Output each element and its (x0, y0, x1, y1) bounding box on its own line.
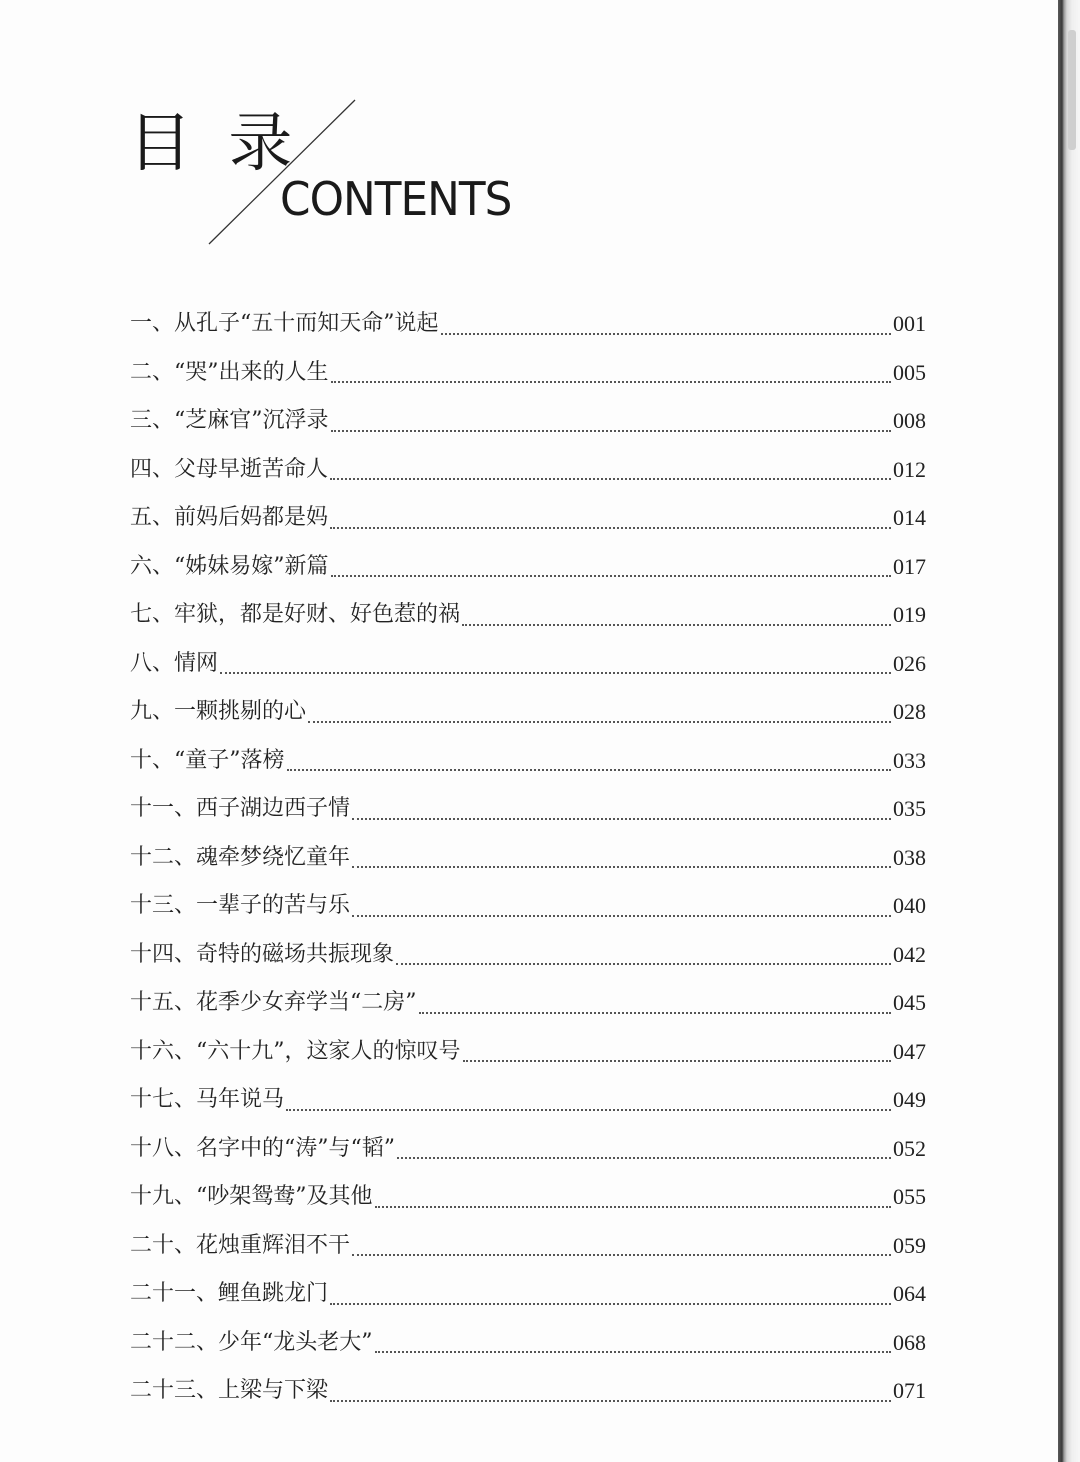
toc-entry-page: 038 (893, 844, 926, 870)
toc-dot-leader (352, 818, 891, 820)
toc-dot-leader (330, 1400, 891, 1402)
toc-entry-page: 014 (893, 505, 926, 530)
toc-dot-leader (463, 1060, 892, 1062)
toc-entry-title: 二十、花烛重辉泪不干 (130, 1232, 351, 1258)
toc-entry-page: 064 (893, 1281, 926, 1306)
toc-dot-leader (331, 575, 892, 577)
toc-entry[interactable] (130, 349, 926, 398)
toc-entry-title: 十三、一辈子的苦与乐 (130, 893, 351, 918)
toc-entry[interactable] (130, 882, 926, 931)
toc-dot-leader (352, 1254, 891, 1256)
toc-entry-title: 十九、“吵架鸳鸯”及其他 (130, 1184, 373, 1209)
toc-entry-title: 十一、西子湖边西子情 (130, 796, 351, 821)
toc-dot-leader (308, 721, 891, 723)
toc-entry[interactable] (130, 1028, 926, 1077)
toc-entry[interactable] (130, 834, 926, 883)
toc-entry-title: 三、“芝麻官”沉浮录 (130, 408, 329, 433)
toc-entry-title: 十六、“六十九”，这家人的惊叹号 (130, 1038, 461, 1064)
toc-entry-page: 047 (893, 1038, 926, 1064)
toc-entry-title: 十五、花季少女弃学当“二房” (130, 990, 417, 1015)
toc-entry-title: 八、情网 (130, 650, 219, 676)
toc-entry[interactable] (130, 1222, 926, 1271)
toc-entry-page: 026 (893, 650, 926, 676)
toc-entry[interactable] (130, 1125, 926, 1174)
toc-entry[interactable] (130, 785, 926, 834)
toc-entry-title: 七、牢狱，都是好财、好色惹的祸 (130, 602, 461, 627)
toc-entry-title: 五、前妈后妈都是妈 (130, 505, 329, 530)
toc-entry-page: 042 (893, 941, 926, 967)
toc-entry[interactable] (130, 688, 926, 737)
toc-entry-title: 六、“姊妹易嫁”新篇 (130, 553, 329, 579)
toc-dot-leader (352, 866, 891, 868)
toc-dot-leader (375, 1206, 892, 1208)
toc-dot-leader (375, 1351, 892, 1353)
toc-dot-leader (330, 1303, 891, 1305)
table-of-contents (130, 300, 926, 1416)
toc-entry-title: 十二、魂牵梦绕忆童年 (130, 844, 351, 870)
toc-dot-leader (419, 1012, 892, 1014)
toc-entry[interactable] (130, 737, 926, 786)
toc-entry-page: 005 (893, 359, 926, 385)
toc-entry[interactable] (130, 446, 926, 495)
toc-dot-leader (397, 1157, 891, 1159)
toc-dot-leader (331, 430, 892, 432)
toc-entry[interactable] (130, 591, 926, 640)
toc-entry[interactable] (130, 931, 926, 980)
page-subtitle: CONTENTS (280, 172, 512, 226)
scan-edge (1058, 0, 1080, 1462)
toc-entry[interactable] (130, 640, 926, 689)
toc-dot-leader (286, 1109, 891, 1111)
toc-entry-page: 012 (893, 456, 926, 482)
toc-entry-title: 十、“童子”落榜 (130, 747, 285, 773)
toc-entry[interactable] (130, 494, 926, 543)
toc-entry-title: 二、“哭”出来的人生 (130, 359, 329, 385)
toc-entry-page: 001 (893, 311, 926, 336)
toc-entry-page: 049 (893, 1087, 926, 1112)
toc-dot-leader (352, 915, 891, 917)
toc-entry-title: 九、一颗挑剔的心 (130, 699, 307, 724)
toc-entry-page: 045 (893, 990, 926, 1015)
toc-entry-title: 十八、名字中的“涛”与“韬” (130, 1135, 395, 1161)
toc-entry[interactable] (130, 1367, 926, 1416)
toc-entry[interactable] (130, 543, 926, 592)
toc-entry[interactable] (130, 1173, 926, 1222)
toc-entry[interactable] (130, 1076, 926, 1125)
toc-entry[interactable] (130, 1319, 926, 1368)
toc-entry-page: 017 (893, 553, 926, 579)
toc-dot-leader (287, 769, 892, 771)
toc-dot-leader (330, 478, 891, 480)
toc-dot-leader (396, 963, 891, 965)
page-title: 目 录 (128, 107, 301, 181)
toc-entry-title: 二十三、上梁与下梁 (130, 1378, 329, 1403)
toc-dot-leader (330, 527, 891, 529)
toc-entry-page: 059 (893, 1232, 926, 1258)
toc-dot-leader (331, 381, 892, 383)
toc-dot-leader (220, 672, 891, 674)
toc-entry-page: 071 (893, 1378, 926, 1403)
toc-entry-page: 055 (893, 1184, 926, 1209)
toc-entry-title: 二十一、鲤鱼跳龙门 (130, 1281, 329, 1306)
toc-dot-leader (462, 624, 891, 626)
toc-entry-page: 040 (893, 893, 926, 918)
toc-entry-page: 052 (893, 1135, 926, 1161)
toc-entry-page: 028 (893, 699, 926, 724)
toc-entry-page: 035 (893, 796, 926, 821)
scroll-thumb[interactable] (1068, 30, 1076, 150)
toc-entry[interactable] (130, 397, 926, 446)
toc-entry-title: 一、从孔子“五十而知天命”说起 (130, 311, 439, 336)
toc-entry-page: 033 (893, 747, 926, 773)
toc-entry[interactable] (130, 1270, 926, 1319)
toc-entry-title: 四、父母早逝苦命人 (130, 456, 329, 482)
toc-entry-page: 068 (893, 1329, 926, 1355)
toc-dot-leader (441, 333, 892, 335)
toc-entry-title: 十七、马年说马 (130, 1087, 285, 1112)
toc-entry-page: 008 (893, 408, 926, 433)
toc-entry[interactable] (130, 979, 926, 1028)
toc-entry-page: 019 (893, 602, 926, 627)
toc-entry-title: 二十二、少年“龙头老大” (130, 1329, 373, 1355)
toc-entry-title: 十四、奇特的磁场共振现象 (130, 941, 395, 967)
toc-entry[interactable] (130, 300, 926, 349)
